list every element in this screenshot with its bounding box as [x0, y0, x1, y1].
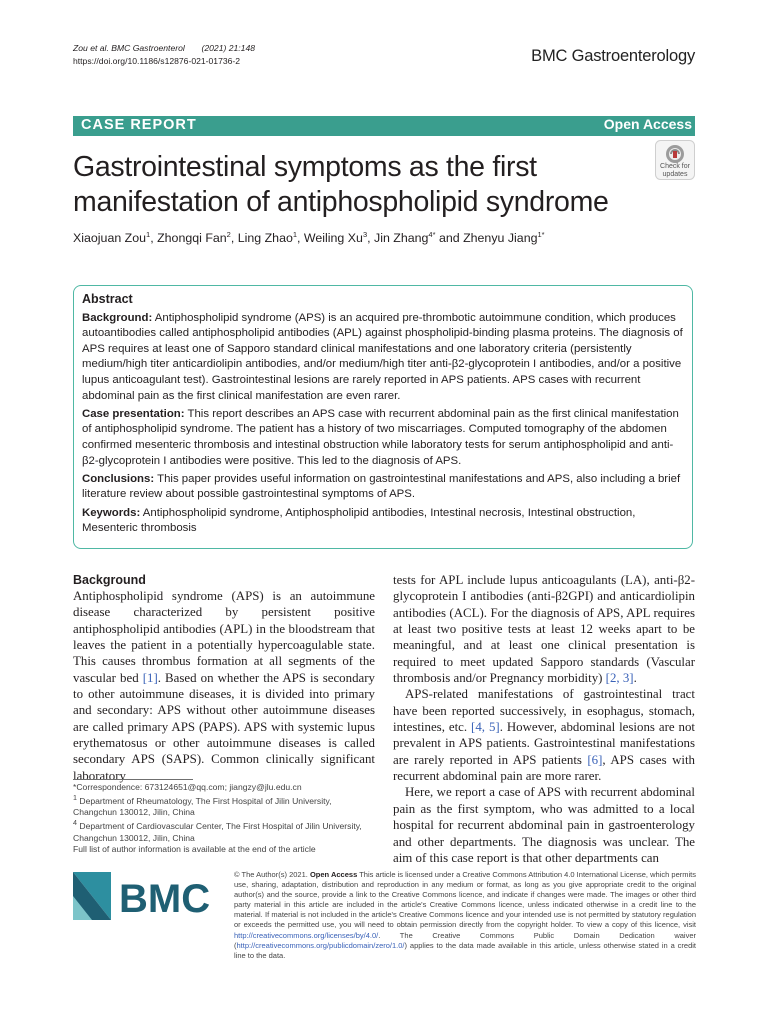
bmc-logo-icon: [73, 870, 223, 922]
section-heading-background: Background: [73, 573, 146, 587]
reference-link[interactable]: [2, 3]: [605, 671, 634, 686]
reference-link[interactable]: [4, 5]: [471, 720, 500, 735]
paragraph: APS-related manifestations of gastrointestinal tract have been reported successively, in esophagus, stomach, intestines, etc. [4, 5]. However, abdominal lesions are not prevalent in APS patients. Gastrointestinal manifestations are rarely reported in APS patients [6], APS cases with recurrent abdominal pain are more rarer.: [393, 687, 695, 784]
doi-link[interactable]: https://doi.org/10.1186/s12876-021-01736-2: [73, 56, 241, 66]
abstract-keywords: Keywords: Antiphospholipid syndrome, Antiphospholipid antibodies, Intestinal necrosis, Intestinal obstruction, Mesenteric thrombosis: [82, 506, 636, 535]
paragraph: Antiphospholipid syndrome (APS) is an autoimmune disease characterized by persistent positive antiphospholipid antibodies (APL) in the bloodstream that leaves the patient in a potentially hypercoagulable state. This causes thrombus formation at all segments of the vascular bed [1]. Based on whether the APS is secondary to other autoimmune diseases, it is divided into primary and secondary: APS without other autoimmune diseases are called primary APS (PAPS). APS with systemic lupus erythematosus or other autoimmune diseases is called secondary APS (SAPS). Common clinically significant laboratory: [73, 589, 375, 783]
abstract-content: [82, 292, 686, 539]
license-text: © The Author(s) 2021. Open Access This article is licensed under a Creative Commons Attribution 4.0 International License, which permits use, sharing, adaptation, distribution and reproduction in any medium or format, as long as you give appropriate credit to the original author(s) and the source, provide a link to the Creative Commons licence, and indicate if changes were made. The images or other third party material in this article are included in the article's Creative Commons licence, unless indicated otherwise in a credit line to the material. If material is not included in the article's Creative Commons licence and your intended use is not permitted by statutory regulation or exceeds the permitted use, you will need to obtain permission directly from the copyright holder. To view a copy of this licence, visit http://creativecommons.org/licenses/by/4.0/. The Creative Commons Public Domain Dedication waiver (http://creativecommons.org/publicdomain/zero/1.0/) applies to the data made available in this article, unless otherwise stated in a credit line to the data.: [234, 870, 696, 960]
waiver-link[interactable]: http://creativecommons.org/publicdomain/zero/1.0/: [236, 940, 405, 950]
author[interactable]: Weiling Xu$^3$: [303, 230, 368, 246]
citation-block: [73, 42, 255, 68]
affiliation-note: $^1$ Department of Rheumatology, The First Hospital of Jilin University, Changchun 130012, Jilin, China: [73, 794, 332, 818]
author[interactable]: Xiaojuan Zou$^1$: [73, 230, 151, 246]
open-access-label: Open Access: [603, 116, 692, 132]
citation-journal: BMC Gastroenterol: [111, 43, 185, 53]
abstract-case-presentation: Case presentation: This report describes an APS case with recurrent abdominal pain as the first clinical manifestation of antiphospholipid syndrome. The patient has a history of two miscarriages. Computed tomography of the abdomen confirmed mesenteric thrombosis and intestinal obstruction while laboratory tests for serum antiphospholipid and anti-β2-glycoprotein I antibodies were positive. This led to the diagnosis of APS.: [82, 407, 679, 467]
citation-authors: Zou et al.: [73, 43, 109, 53]
author[interactable]: Zhongqi Fan$^2$: [157, 230, 231, 246]
check-for-updates-text: [652, 163, 698, 178]
paragraph: tests for APL include lupus anticoagulants (LA), anti-β2-glycoprotein I antibodies (anti-β2GPI) and anticardiolipin antibodies (ACL). For the diagnosis of APS, APL requires at least two positive tests at least 12 weeks apart to be meaningful, and at least one clinical presentation is required to meet updated Sapporo standards (Vascular thrombosis and/or Pregnancy morbidity) [2, 3].: [393, 573, 695, 686]
abstract-background: Background: Antiphospholipid syndrome (APS) is an acquired pre-thrombotic autoimmune condition, which produces autoantibodies called antiphospholipid antibodies (APL) against phospholipid-binding plasma proteins. The diagnosis of APS requires at least one of Sapporo standard clinical manifestations and one laboratory criteria (persistently medium/high titer anticardiolipin antibodies, and/or medium/high titer anti-β2-glycoprotein I antibodies, and/or a positive lupus anticoagulant test). Gastrointestinal lesions are rarely reported in APS patients. APS cases with recurrent abdominal pain as the first clinical manifestation are even rarer.: [82, 311, 683, 402]
reference-link[interactable]: [6]: [587, 752, 603, 767]
footnotes: [73, 782, 363, 855]
author[interactable]: Ling Zhao$^1$: [237, 230, 298, 246]
title-line-2: manifestation of antiphospholipid syndrome: [73, 186, 609, 218]
author-list: Xiaojuan Zou$^1$, Zhongqi Fan$^2$, Ling Zhao$^1$, Weiling Xu$^3$, Jin Zhang$^{4*}$ and Zhenyu Jiang$^{1*}$: [73, 230, 545, 246]
bmc-logo-text: BMC: [119, 877, 211, 921]
badge-line-1: Check for: [660, 163, 690, 170]
footnote-divider: [73, 779, 193, 780]
author[interactable]: Jin Zhang$^{4*}$: [374, 230, 436, 246]
article-title: [73, 150, 663, 220]
license-link[interactable]: http://creativecommons.org/licenses/by/4.0/: [234, 930, 379, 940]
author[interactable]: Zhenyu Jiang$^{1*}$: [463, 230, 545, 246]
title-line-1: Gastrointestinal symptoms as the first: [73, 151, 537, 183]
citation-year: (2021) 21:148: [201, 43, 256, 53]
abstract-conclusions: Conclusions: This paper provides useful information on gastrointestinal manifestations and APS, also including a brief literature review about possible gastrointestinal symptoms of APS.: [82, 472, 681, 501]
paragraph: Here, we report a case of APS with recurrent abdominal pain as the first symptom, who was admitted to a local hospital for recurrent abdominal pain in gastroenterology and other departments. The diagnosis was unclear. The aim of this case report is that other departments can: [393, 785, 695, 865]
body-column-left: [73, 572, 375, 784]
abstract-heading: Abstract: [82, 292, 133, 306]
correspondence-note[interactable]: *Correspondence: 673124651@qq.com; jiangzy@jlu.edu.cn: [73, 782, 302, 792]
article-type-label: CASE REPORT: [81, 117, 197, 133]
badge-line-2: updates: [662, 170, 688, 178]
affiliation-note: $^4$ Department of Cardiovascular Center, The First Hospital of Jilin University, Changchun 130012, Jilin, China: [73, 819, 362, 843]
journal-name: BMC Gastroenterology: [531, 47, 695, 65]
more-info-note: Full list of author information is available at the end of the article: [73, 843, 316, 854]
reference-link[interactable]: [1]: [142, 670, 158, 685]
body-column-right: [393, 572, 695, 866]
